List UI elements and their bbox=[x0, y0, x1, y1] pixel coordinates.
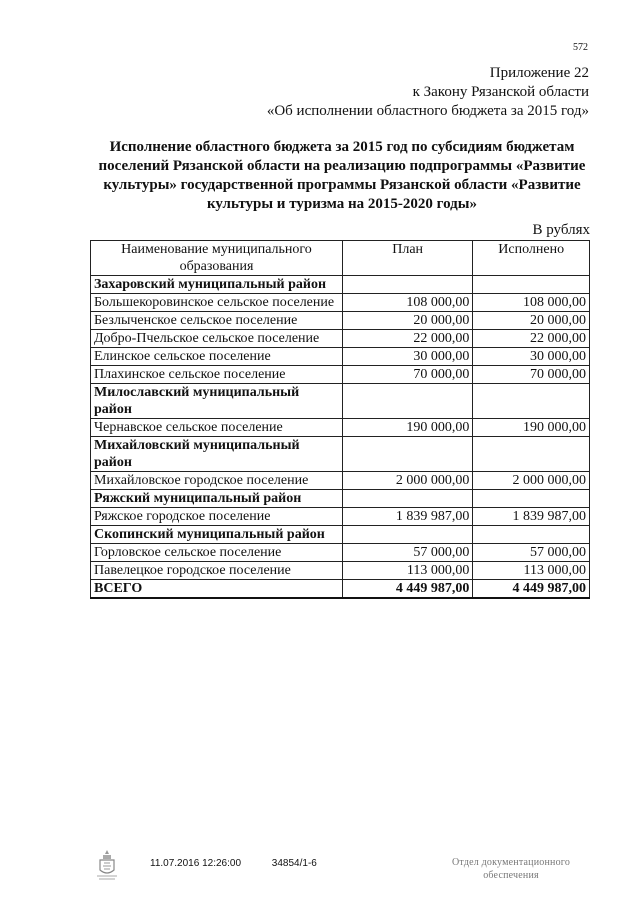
name-cell: Михайловский муниципальный район bbox=[91, 437, 343, 472]
name-cell: Скопинский муниципальный район bbox=[91, 526, 343, 544]
plan-cell bbox=[343, 276, 473, 294]
plan-cell: 20 000,00 bbox=[343, 312, 473, 330]
plan-cell: 30 000,00 bbox=[343, 348, 473, 366]
title-line-2: поселений Рязанской области на реализацию подпрограммы «Развитие bbox=[98, 158, 586, 174]
name-cell: Ряжский муниципальный район bbox=[91, 490, 343, 508]
table-header-row bbox=[91, 241, 590, 276]
title-line-4: культуры и туризма на 2015-2020 годы» bbox=[207, 196, 477, 212]
total-label: ВСЕГО bbox=[91, 580, 343, 599]
name-cell: Павелецкое городское поселение bbox=[91, 562, 343, 580]
plan-cell bbox=[343, 526, 473, 544]
plan-cell: 1 839 987,00 bbox=[343, 508, 473, 526]
done-cell: 57 000,00 bbox=[473, 544, 590, 562]
plan-cell bbox=[343, 384, 473, 419]
done-cell bbox=[473, 384, 590, 419]
district-row bbox=[91, 490, 590, 508]
name-cell: Чернавское сельское поселение bbox=[91, 419, 343, 437]
units-label: В рублях bbox=[532, 222, 590, 238]
name-cell: Захаровский муниципальный район bbox=[91, 276, 343, 294]
done-cell bbox=[473, 437, 590, 472]
name-cell: Михайловское городское поселение bbox=[91, 472, 343, 490]
done-cell: 2 000 000,00 bbox=[473, 472, 590, 490]
plan-cell: 22 000,00 bbox=[343, 330, 473, 348]
name-cell: Горловское сельское поселение bbox=[91, 544, 343, 562]
done-cell: 190 000,00 bbox=[473, 419, 590, 437]
table-row bbox=[91, 366, 590, 384]
name-cell: Милославский муниципальный район bbox=[91, 384, 343, 419]
total-plan: 4 449 987,00 bbox=[343, 580, 473, 599]
footer-department bbox=[436, 856, 586, 882]
plan-cell: 190 000,00 bbox=[343, 419, 473, 437]
plan-cell: 113 000,00 bbox=[343, 562, 473, 580]
plan-cell bbox=[343, 437, 473, 472]
page-number: 572 bbox=[573, 42, 588, 53]
coat-of-arms-icon bbox=[94, 848, 120, 882]
name-cell: Плахинское сельское поселение bbox=[91, 366, 343, 384]
table-row bbox=[91, 312, 590, 330]
done-cell: 30 000,00 bbox=[473, 348, 590, 366]
table-row bbox=[91, 508, 590, 526]
department-line-2: обеспечения bbox=[483, 870, 539, 881]
district-row bbox=[91, 437, 590, 472]
table-row bbox=[91, 294, 590, 312]
district-row bbox=[91, 526, 590, 544]
plan-cell: 57 000,00 bbox=[343, 544, 473, 562]
done-cell bbox=[473, 526, 590, 544]
name-cell: Елинское сельское поселение bbox=[91, 348, 343, 366]
table-row bbox=[91, 330, 590, 348]
done-cell bbox=[473, 490, 590, 508]
department-line-1: Отдел документационного bbox=[451, 857, 571, 868]
name-cell: Ряжское городское поселение bbox=[91, 508, 343, 526]
name-cell: Безлыченское сельское поселение bbox=[91, 312, 343, 330]
appendix-line-1: Приложение 22 bbox=[489, 65, 589, 81]
footer-stamp bbox=[150, 858, 317, 869]
table-row bbox=[91, 544, 590, 562]
done-cell: 70 000,00 bbox=[473, 366, 590, 384]
table-row bbox=[91, 419, 590, 437]
table-row bbox=[91, 348, 590, 366]
budget-table bbox=[90, 240, 590, 599]
done-cell bbox=[473, 276, 590, 294]
plan-cell: 108 000,00 bbox=[343, 294, 473, 312]
total-row bbox=[91, 580, 590, 599]
header-done: Исполнено bbox=[473, 241, 590, 276]
plan-cell: 70 000,00 bbox=[343, 366, 473, 384]
plan-cell: 2 000 000,00 bbox=[343, 472, 473, 490]
appendix-line-3: «Об исполнении областного бюджета за 2015 год» bbox=[266, 103, 589, 119]
done-cell: 22 000,00 bbox=[473, 330, 590, 348]
name-cell: Большекоровинское сельское поселение bbox=[91, 294, 343, 312]
table-row bbox=[91, 562, 590, 580]
document-title bbox=[88, 138, 596, 214]
header-name: Наименование муниципального образования bbox=[91, 241, 343, 276]
plan-cell bbox=[343, 490, 473, 508]
appendix-line-2: к Закону Рязанской области bbox=[412, 84, 589, 100]
done-cell: 108 000,00 bbox=[473, 294, 590, 312]
footer-datetime: 11.07.2016 12:26:00 bbox=[150, 858, 242, 869]
table-row bbox=[91, 472, 590, 490]
total-done: 4 449 987,00 bbox=[473, 580, 590, 599]
appendix-header bbox=[267, 64, 589, 121]
done-cell: 113 000,00 bbox=[473, 562, 590, 580]
district-row bbox=[91, 384, 590, 419]
title-line-1: Исполнение областного бюджета за 2015 год по субсидиям бюджетам bbox=[109, 139, 575, 155]
table-body bbox=[91, 276, 590, 580]
title-line-3: культуры» государственной программы Рязанской области «Развитие bbox=[103, 177, 581, 193]
footer-reg-number: 34854/1-6 bbox=[271, 858, 317, 869]
done-cell: 1 839 987,00 bbox=[473, 508, 590, 526]
name-cell: Добро-Пчельское сельское поселение bbox=[91, 330, 343, 348]
done-cell: 20 000,00 bbox=[473, 312, 590, 330]
district-row bbox=[91, 276, 590, 294]
header-plan: План bbox=[343, 241, 473, 276]
